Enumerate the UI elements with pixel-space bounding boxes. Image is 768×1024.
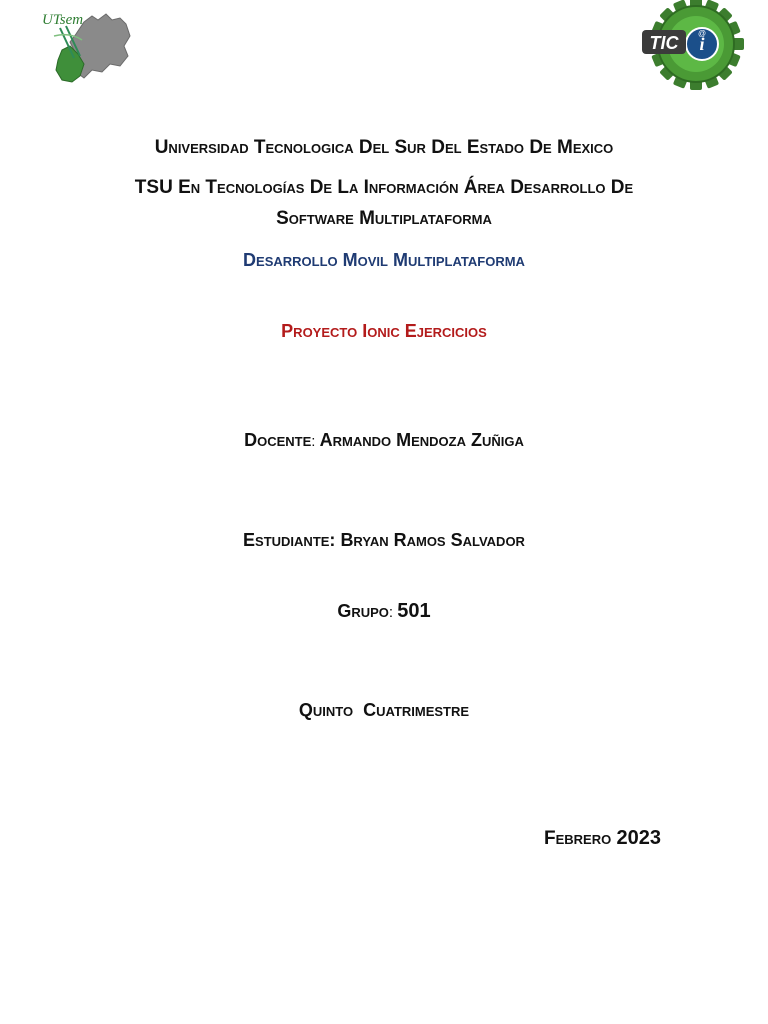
date-month: Febrero <box>543 828 612 849</box>
group-label: Grupo <box>337 601 389 621</box>
student-name: Bryan Ramos Salvador <box>340 530 525 550</box>
group-value: 501 <box>397 600 431 622</box>
svg-text:i: i <box>699 34 705 54</box>
student-line <box>0 530 768 551</box>
teacher-line: Docente: Armando Mendoza Zuñiga <box>244 430 524 450</box>
utsem-logo-text: UTsem <box>42 12 84 28</box>
career-line-2: Software Multiplataforma <box>276 208 492 229</box>
svg-text:@: @ <box>697 29 707 38</box>
tic-gear-logo <box>640 0 748 90</box>
teacher-label: Docente <box>244 430 312 450</box>
university-name: Universidad Tecnologica Del Sur Del Estado De Mexico <box>154 137 614 158</box>
date-year: 2023 <box>616 827 661 849</box>
student-label: Estudiante: <box>243 530 336 550</box>
utsem-logo <box>40 6 136 88</box>
career-line-1: TSU En Tecnologías De La Información Área Desarrollo De <box>134 177 634 198</box>
tic-logo-text: TIC <box>649 33 679 53</box>
project-title: Proyecto Ionic Ejercicios <box>281 321 487 341</box>
date-line <box>400 827 661 850</box>
teacher-name: Armando Mendoza Zuñiga <box>319 430 524 450</box>
group-line: Grupo: 501 <box>337 600 431 622</box>
subject-title: Desarrollo Movil Multiplataforma <box>243 250 525 270</box>
quarter-line: Quinto Cuatrimestre <box>298 700 470 720</box>
